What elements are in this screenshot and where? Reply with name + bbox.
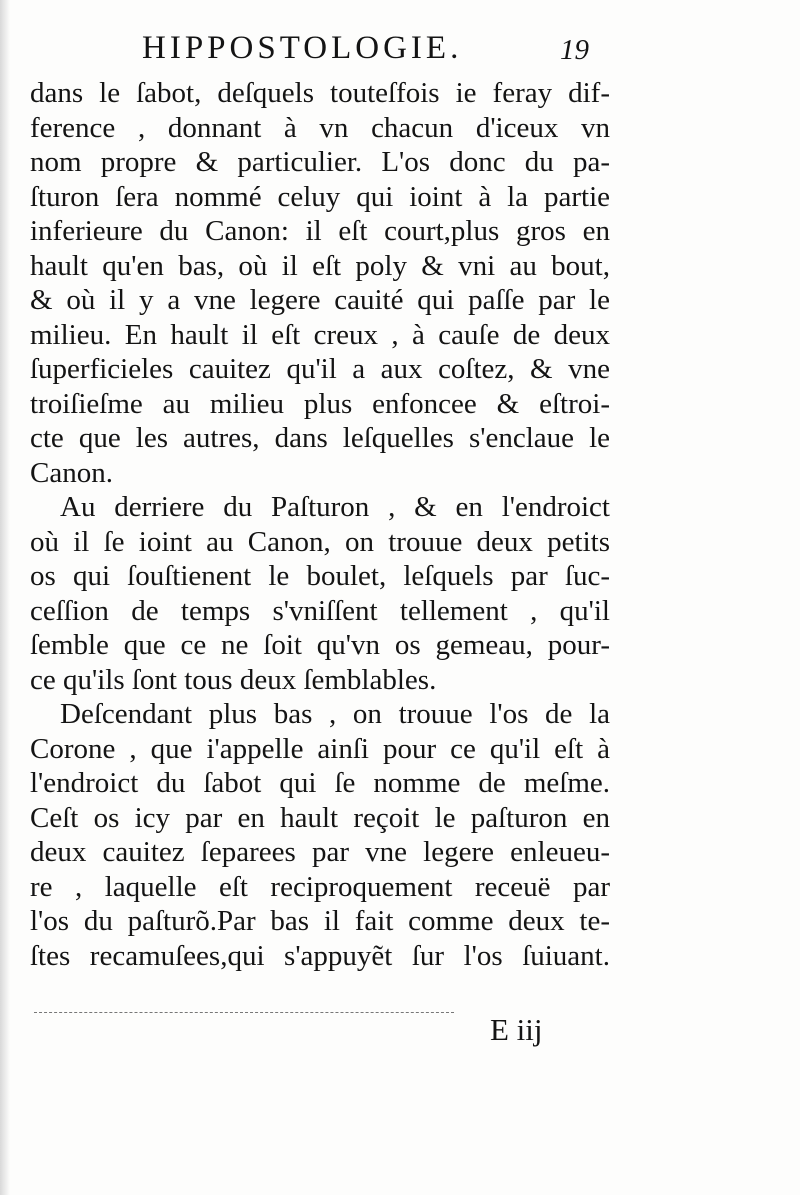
text-line: troiſieſme au milieu plus enfoncee & eſtroi- — [30, 387, 610, 420]
text-line: cte que les autres, dans leſquelles s'enclaue le — [30, 422, 610, 454]
text-line: ceſſion de temps s'vniſſent tellement , qu'il — [30, 594, 610, 627]
running-head — [0, 28, 800, 68]
text-line: ſemble que ce ne ſoit qu'vn os gemeau, pour- — [30, 629, 610, 661]
text-line: Ceſt os icy par en hault reçoit le paſturon en — [30, 801, 610, 834]
text-line: ſtes recamuſees,qui s'appuyẽt ſur l'os ſuiuant. — [30, 939, 610, 972]
text-line: inferieure du Canon: il eſt court,plus gros en — [30, 215, 610, 247]
page-gutter-shadow — [0, 0, 10, 1195]
signature-mark: E iij — [490, 1012, 543, 1047]
text-line: Canon. — [30, 456, 113, 489]
text-line: Au derriere du Paſturon , & en l'endroict — [60, 491, 610, 523]
text-line: l'endroict du ſabot qui ſe nomme de meſme. — [30, 767, 610, 799]
bottom-rule — [34, 1012, 454, 1013]
page-number: 19 — [560, 34, 589, 66]
text-line: hault qu'en bas, où il eſt poly & vni au bout, — [30, 249, 610, 282]
text-line: où il ſe ioint au Canon, on trouue deux petits — [30, 525, 610, 558]
text-line: dans le ſabot, deſquels touteſfois ie feray dif- — [30, 77, 610, 109]
text-line: deux cauitez ſeparees par vne legere enleueu- — [30, 836, 610, 868]
text-line: re , laquelle eſt reciproquement receuë par — [30, 870, 610, 903]
text-line: nom propre & particulier. L'os donc du pa- — [30, 146, 610, 178]
text-line: ce qu'ils ſont tous deux ſemblables. — [30, 663, 437, 696]
text-line: os qui ſouſtienent le boulet, leſquels par ſuc- — [30, 560, 610, 592]
text-line: ſturon ſera nommé celuy qui ioint à la partie — [30, 180, 610, 213]
text-line: ference , donnant à vn chacun d'iceux vn — [30, 111, 610, 144]
body-text — [30, 76, 610, 973]
text-line: l'os du paſturõ.Par bas il fait comme deux te- — [30, 905, 610, 937]
text-line: & où il y a vne legere cauité qui paſſe par le — [30, 284, 610, 316]
text-line: ſuperficieles cauitez qu'il a aux coſtez, & vne — [30, 353, 610, 385]
text-line: Corone , que i'appelle ainſi pour ce qu'il eſt à — [30, 732, 610, 765]
running-title: HIPPOSTOLOGIE. — [142, 30, 463, 66]
text-line: Deſcendant plus bas , on trouue l'os de la — [60, 698, 610, 730]
text-line: milieu. En hault il eſt creux , à cauſe de deux — [30, 318, 610, 351]
